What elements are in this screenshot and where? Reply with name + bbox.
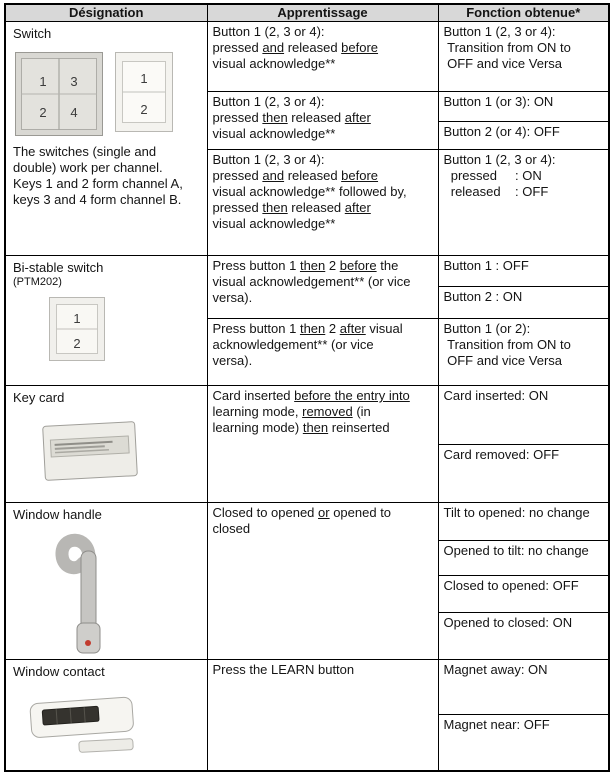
window-contact-image [27, 690, 149, 756]
row-key-card [5, 386, 609, 503]
function-cell: Button 1 : OFF [439, 256, 609, 287]
designation-cell-keycard [5, 386, 207, 503]
function-cell: Button 1 (2, 3 or 4): pressed : ON released : OFF [443, 152, 556, 199]
function-cell: Button 2 : ON [439, 287, 609, 319]
function-cell: Button 1 (or 2): Transition from ON to OFF and vice Versa [443, 321, 571, 368]
handle-title: Window handle [13, 507, 102, 522]
key-label: 2 [39, 105, 47, 120]
key-label: 2 [73, 336, 81, 351]
function-cell: Closed to opened: OFF [439, 576, 609, 613]
learning-cell: Press the LEARN button [212, 662, 355, 677]
function-cell: Card inserted: ON [439, 386, 609, 445]
brand-dot [85, 640, 91, 646]
learning-cell: Closed to opened or opened to closed [212, 505, 392, 536]
function-column-switch [438, 22, 609, 256]
learning-column-handle [207, 503, 438, 660]
function-column-keycard [438, 386, 609, 503]
bistable-subtitle: (PTM202) [13, 276, 62, 288]
function-column-bistable [438, 256, 609, 386]
single-rocker-switch-image [115, 52, 173, 132]
function-cell: Button 2 (or 4): OFF [439, 122, 609, 150]
header-apprentissage: Apprentissage [207, 4, 438, 22]
contact-title: Window contact [13, 664, 105, 679]
function-cell: Opened to closed: ON [443, 615, 573, 630]
learning-cell: Card inserted before the entry into learning mode, removed (in learning mode) then reinserted [212, 388, 410, 435]
key-label: 3 [70, 74, 78, 89]
learning-cell: Button 1 (2, 3 or 4): pressed then released after visual acknowledge** [208, 92, 438, 150]
function-column-handle [438, 503, 609, 660]
row-switch [5, 22, 609, 256]
function-column-contact [438, 660, 609, 772]
learning-column-bistable [207, 256, 438, 386]
row-bistable-switch [5, 256, 609, 386]
key-card-image [39, 415, 140, 486]
function-cell: Magnet away: ON [439, 660, 609, 715]
learning-column-switch [207, 22, 438, 256]
bistable-switch-image [49, 297, 105, 361]
key-label: 1 [39, 74, 47, 89]
bistable-title: Bi-stable switch [13, 260, 104, 275]
switch-images [15, 52, 200, 136]
header-fonction-obtenue: Fonction obtenue* [438, 4, 609, 22]
designation-cell-bistable [5, 256, 207, 386]
designation-cell-handle [5, 503, 207, 660]
function-cell: Button 1 (or 3): ON [439, 92, 609, 122]
learning-cell: Button 1 (2, 3 or 4): pressed and released before visual acknowledge** followed by, pressed then released after visual acknowledge** [212, 152, 407, 231]
row-window-contact [5, 660, 609, 772]
window-handle-image [53, 527, 109, 655]
learning-cell: Button 1 (2, 3 or 4): pressed and released before visual acknowledge** [208, 22, 438, 92]
learning-column-contact [207, 660, 438, 772]
double-rocker-switch-image [15, 52, 103, 136]
switch-caption: The switches (single and double) work per channel. Keys 1 and 2 form channel A, keys 3 and 4 form channel B. [13, 144, 183, 207]
key-label: 4 [70, 105, 78, 120]
function-cell: Opened to tilt: no change [439, 541, 609, 576]
function-cell: Tilt to opened: no change [439, 503, 609, 541]
designation-cell-switch [5, 22, 207, 256]
key-label: 2 [140, 102, 148, 117]
pairing-table [4, 3, 610, 772]
function-cell: Magnet near: OFF [443, 717, 550, 732]
learning-cell: Press button 1 then 2 before the visual acknowledgement** (or vice versa). [208, 256, 438, 319]
key-label: 1 [73, 311, 81, 326]
function-cell: Card removed: OFF [443, 447, 560, 462]
designation-cell-contact [5, 660, 207, 772]
row-window-handle [5, 503, 609, 660]
table-header-row [5, 4, 609, 22]
learning-column-keycard [207, 386, 438, 503]
keycard-title: Key card [13, 390, 65, 405]
learning-cell: Press button 1 then 2 after visual acknowledgement** (or vice versa). [212, 321, 403, 368]
function-cell: Button 1 (2, 3 or 4): Transition from ON to OFF and vice Versa [439, 22, 609, 92]
switch-title: Switch [13, 26, 52, 41]
header-designation: Désignation [5, 4, 207, 22]
key-label: 1 [140, 71, 148, 86]
